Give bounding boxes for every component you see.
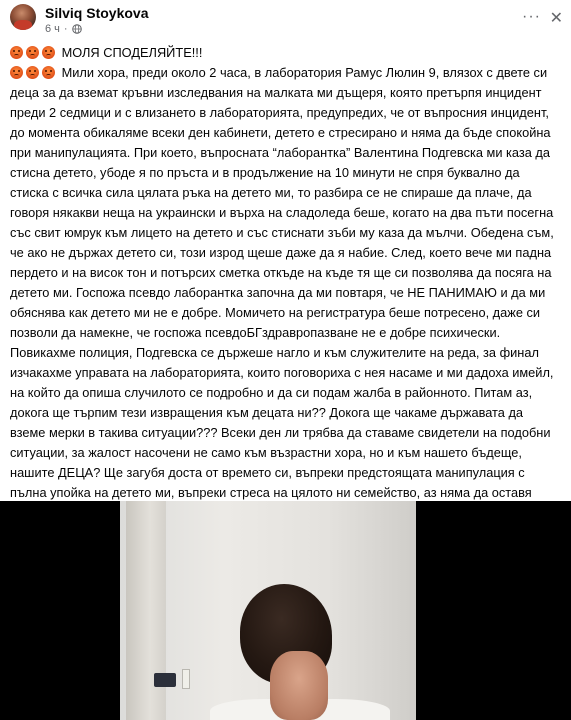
more-options-icon[interactable]: ··· (522, 8, 541, 25)
body-text: Мили хора, преди около 2 часа, в лаборатория Рамус Люлин 9, влязох с двете си деца за да вземат кръвни изследвания на малката ми дъщеря, която претърпя инцидент преди 2 седмици и с влизането в лабораторията, предупредих, че от въпросния инцидент, до момента обикаляме всеки ден кабинети, детето е стресирано и няма да бъде спокойна при манипулацията. При което, въпросната “лаборантка” Валентина Подгевска ми каза да стисна детето, убоде я по пръста и в продължение на 10 минути не спря буквално да стиска с всичка сила цялата ръка на детето ми, то разбира се не спираше да плаче, да говоря някакви неща на украински и върха на сладоледа беше, когато на два пъти посегна със свит юмрук към лицето на детето и със стиснати зъби му каза да мълчи. Обедена съм, че ако не държах детето си, този изрод щеше даже да я набие. След, което вече ми падна пердето и на висок тон и потърсих сметка откъде на къде тя ще си позволява да посяга на детето ми. Госпожа псевдо лаборантка започна да ми повтаря, че НЕ ПАНИМАЮ и да ми обяснява как детето ми не е добре. Момичето на регистратура беше потресено, даже си позволи да намекне, че госпожа псевдоБГздравропазване не е добре психически. Повикахме полиция, Подгевска се държеше нагло и към служителите на реда, за финал изчакахме управата на лабораторията, които поговориха с нея насаме и ми дадоха имейл, на който да опиша случилото се подробно и да си подам жалба в районното. Питам аз, докога ще търпим тези извращения към децата ни?? Докога ще чакаме държавата да вземе мерки в такива ситуации??? Всеки ден ли трябва да ставаме свидетели на подобни ситуации, за жалост насочени не само към възрастни хора, но и към нашето бъдеще, нашите ДЕЦА? Ще загубя доста от времето си, въпреки предстоящата манипулация с пълна упойка на детето ми, въпреки стреса на цялото ни семейство, аз няма да оставя (10, 65, 554, 500)
angry-face-icon (42, 66, 55, 79)
globe-icon (72, 24, 82, 34)
bottle-object (182, 669, 190, 689)
headline-text: МОЛЯ СПОДЕЛЯЙТЕ!!! (61, 45, 203, 60)
door (126, 501, 166, 720)
post-meta: 6 ч · (45, 23, 82, 35)
post-header (0, 0, 571, 40)
angry-face-icon (10, 46, 23, 59)
shelf-object (154, 673, 176, 687)
angry-face-icon (42, 46, 55, 59)
post-headline (10, 43, 558, 63)
angry-face-icon (26, 46, 39, 59)
person-face (270, 651, 328, 720)
avatar[interactable] (10, 4, 36, 30)
author-name[interactable]: Silviq Stoykova (45, 5, 149, 21)
close-icon[interactable]: ✕ (549, 10, 563, 27)
angry-face-icon (26, 66, 39, 79)
angry-face-icon (10, 66, 23, 79)
post-photo[interactable] (120, 501, 416, 720)
post-media[interactable] (0, 501, 571, 720)
post-time[interactable]: 6 ч (45, 23, 60, 35)
